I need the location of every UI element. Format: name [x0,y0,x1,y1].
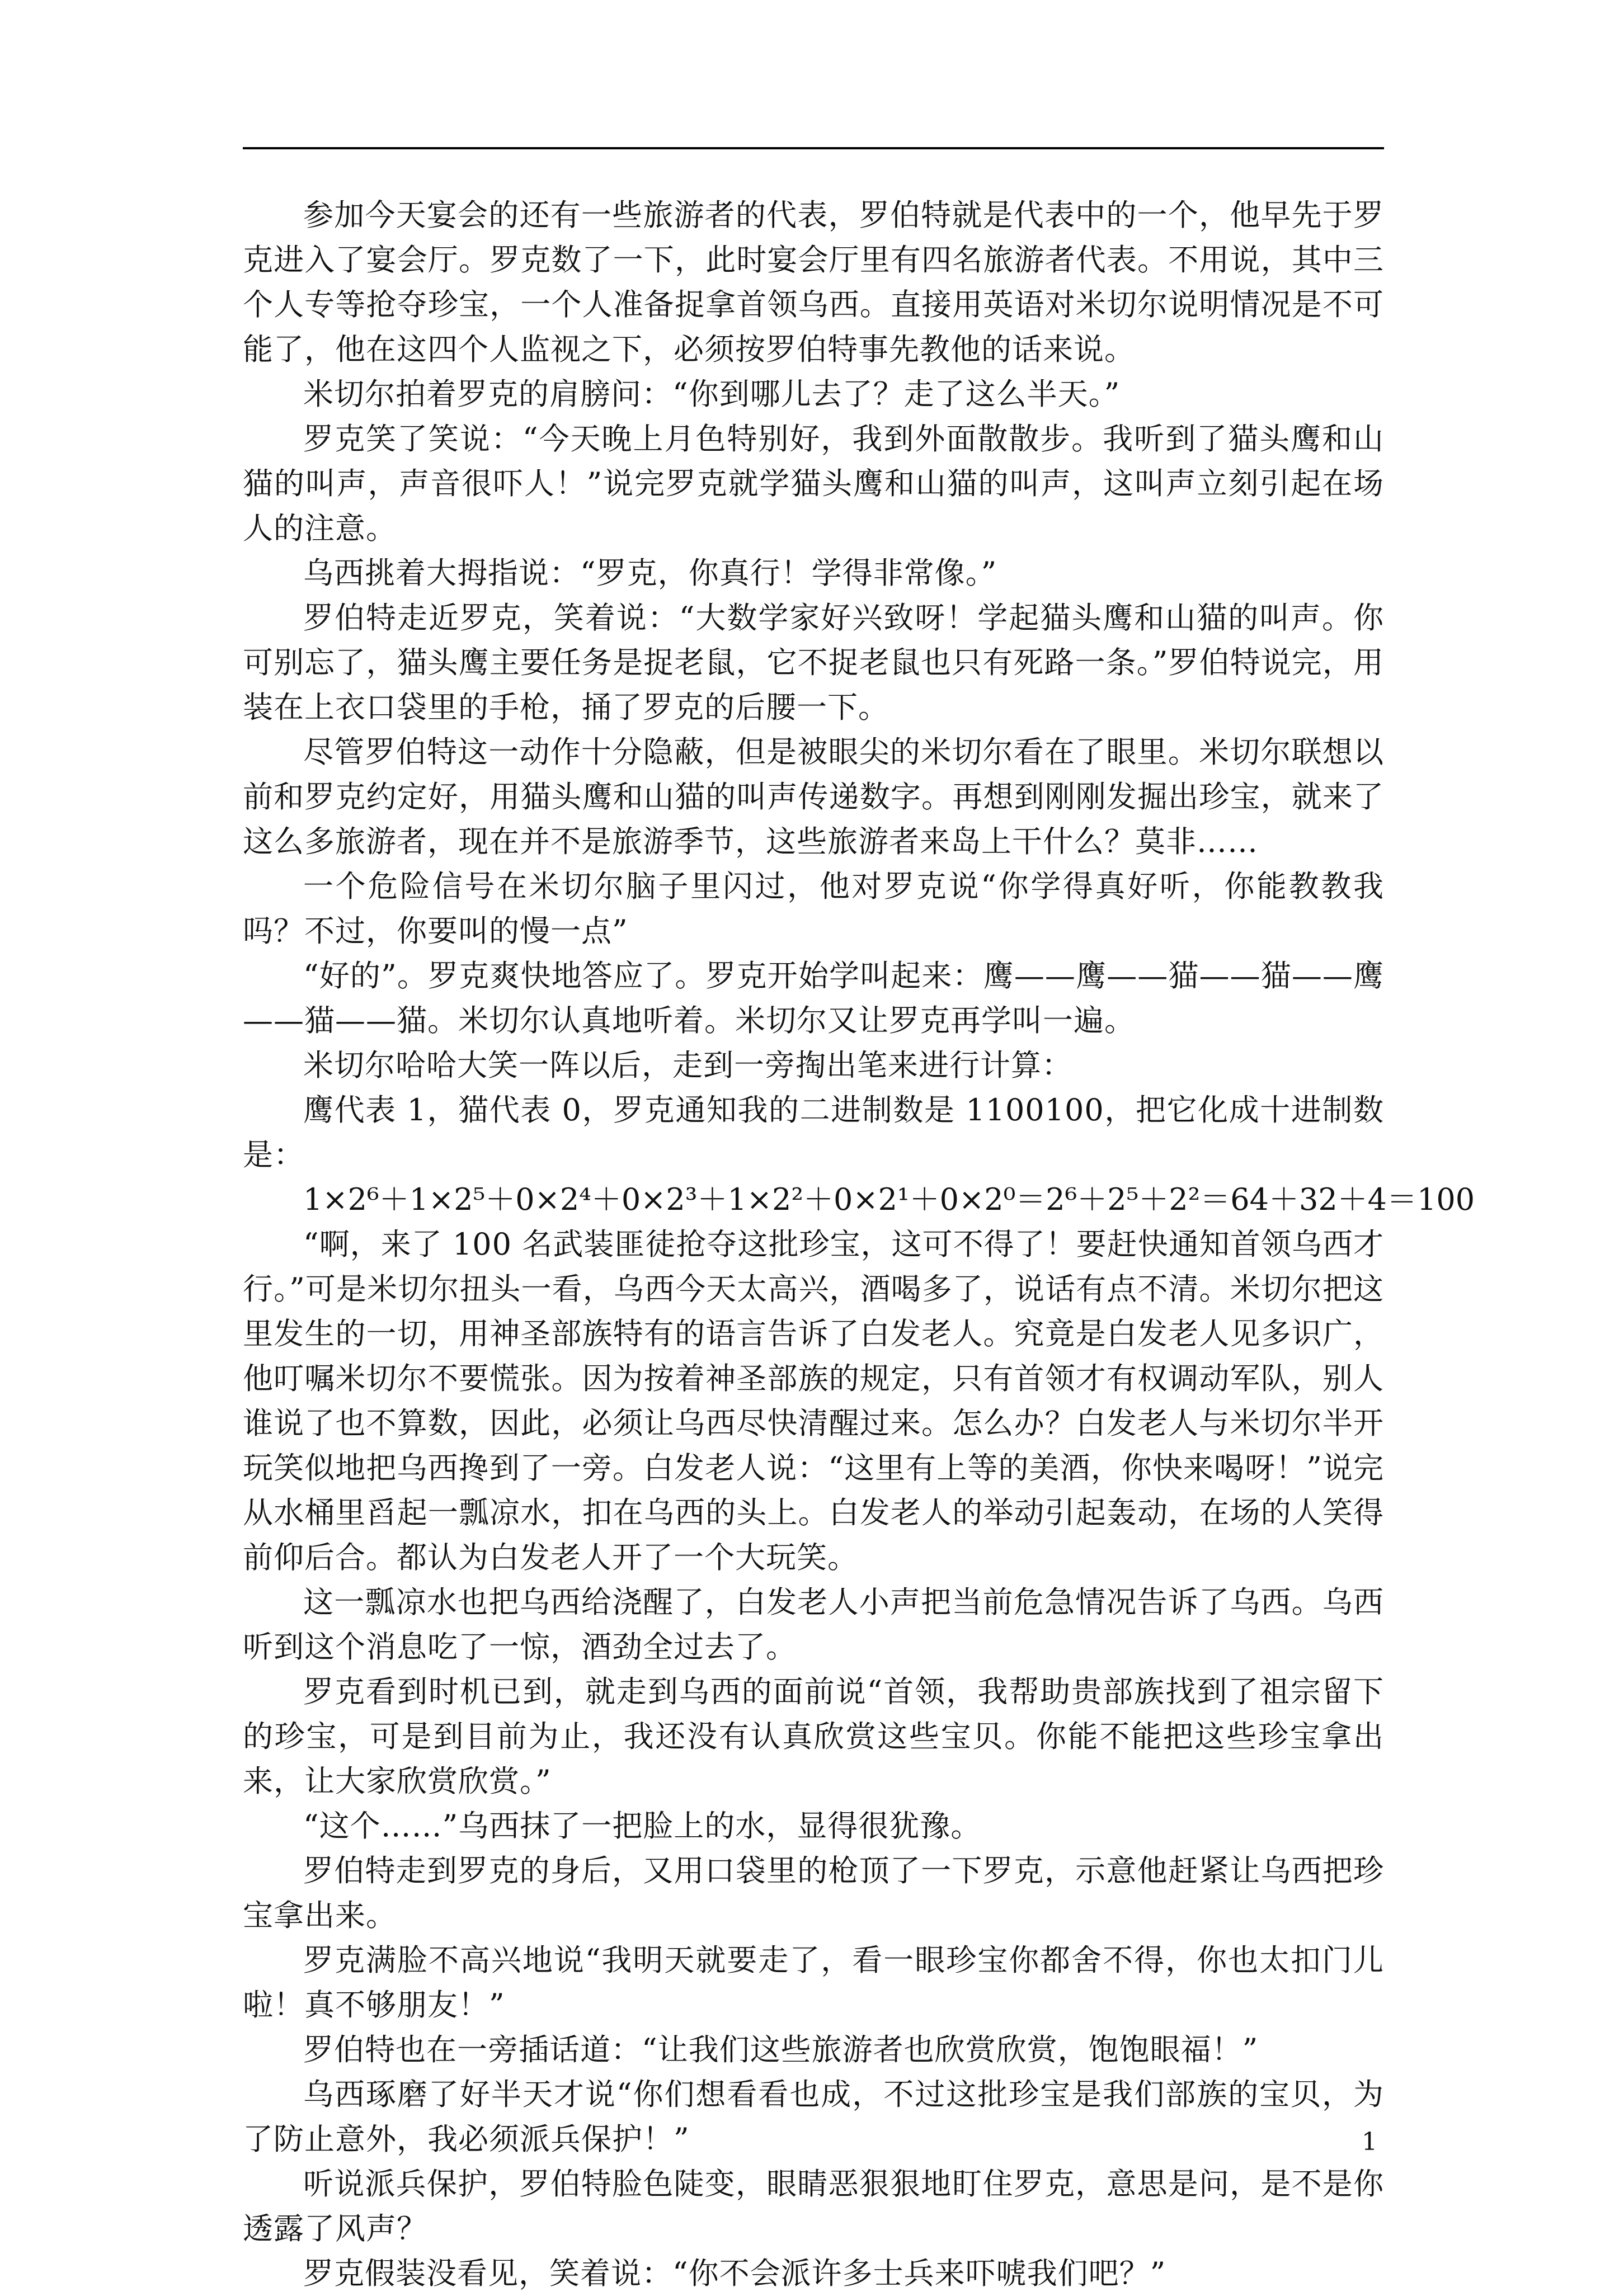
paragraph: 罗克笑了笑说：“今天晚上月色特别好，我到外面散散步。我听到了猫头鹰和山猫的叫声，声音很吓人！”说完罗克就学猫头鹰和山猫的叫声，这叫声立刻引起在场人的注意。 [243,421,1384,546]
page-number: 1 [1362,2128,1377,2156]
paragraph: 米切尔哈哈大笑一阵以后，走到一旁掏出笔来进行计算： [303,1048,1072,1083]
body-text [243,193,1475,2296]
paragraph: 罗克看到时机已到，就走到乌西的面前说“首领，我帮助贵部族找到了祖宗留下的珍宝，可是到目前为止，我还没有认真欣赏这些宝贝。你能不能把这些珍宝拿出来，让大家欣赏欣赏。” [243,1674,1384,1799]
paragraph: 罗伯特也在一旁插话道：“让我们这些旅游者也欣赏欣赏，饱饱眼福！” [303,2032,1259,2067]
paragraph: 罗伯特走近罗克，笑着说：“大数学家好兴致呀！学起猫头鹰和山猫的叫声。你可别忘了，猫头鹰主要任务是捉老鼠，它不捉老鼠也只有死路一条。”罗伯特说完，用装在上衣口袋里的手枪，捅了罗克的后腰一下。 [243,600,1384,725]
paragraph: 这一瓢凉水也把乌西给浇醒了，白发老人小声把当前危急情况告诉了乌西。乌西听到这个消息吃了一惊，酒劲全过去了。 [243,1585,1384,1665]
paragraph: 米切尔拍着罗克的肩膀问：“你到哪儿去了？走了这么半天。” [303,376,1121,412]
paragraph: 乌西琢磨了好半天才说“你们想看看也成，不过这批珍宝是我们部族的宝贝，为了防止意外，我必须派兵保护！” [243,2077,1384,2157]
paragraph: 尽管罗伯特这一动作十分隐蔽，但是被眼尖的米切尔看在了眼里。米切尔联想以前和罗克约定好，用猫头鹰和山猫的叫声传递数字。再想到刚刚发掘出珍宝，就来了这么多旅游者，现在并不是旅游季节，这些旅游者来岛上干什么？莫非…… [243,734,1384,859]
paragraph: “这个……”乌西抹了一把脸上的水，显得很犹豫。 [303,1808,982,1844]
paragraph: 罗克假装没看见，笑着说：“你不会派许多士兵来吓唬我们吧？” [303,2256,1166,2291]
paragraph: 乌西挑着大拇指说：“罗克，你真行！学得非常像。” [303,555,997,591]
paragraph: “啊，来了 100 名武装匪徒抢夺这批珍宝，这可不得了！要赶快通知首领乌西才行。”可是米切尔扭头一看，乌西今天太高兴，酒喝多了，说话有点不清。米切尔把这里发生的一切，用神圣部族特有的语言告诉了白发老人。究竟是白发老人见多识广，他叮嘱米切尔不要慌张。因为按着神圣部族的规定，只有首领才有权调动军队，别人谁说了也不算数，因此，必须让乌西尽快清醒过来。怎么办？白发老人与米切尔半开玩笑似地把乌西搀到了一旁。白发老人说：“这里有上等的美酒，你快来喝呀！”说完从水桶里舀起一瓢凉水，扣在乌西的头上。白发老人的举动引起轰动，在场的人笑得前仰后合。都认为白发老人开了一个大玩笑。 [243,1227,1384,1575]
paragraph: 参加今天宴会的还有一些旅游者的代表，罗伯特就是代表中的一个，他早先于罗克进入了宴会厅。罗克数了一下，此时宴会厅里有四名旅游者代表。不用说，其中三个人专等抢夺珍宝，一个人准备捉拿首领乌西。直接用英语对米切尔说明情况是不可能了，他在这四个人监视之下，必须按罗伯特事先教他的话来说。 [243,197,1384,367]
paragraph: “好的”。罗克爽快地答应了。罗克开始学叫起来：鹰——鹰——猫——猫——鹰——猫——猫。米切尔认真地听着。米切尔又让罗克再学叫一遍。 [243,958,1384,1038]
paragraph: 鹰代表 1，猫代表 0，罗克通知我的二进制数是 1100100，把它化成十进制数是： [243,1092,1384,1172]
paragraph: 罗伯特走到罗克的身后，又用口袋里的枪顶了一下罗克，示意他赶紧让乌西把珍宝拿出来。 [243,1853,1384,1933]
paragraph: 罗克满脸不高兴地说“我明天就要走了，看一眼珍宝你都舍不得，你也太扣门儿啦！真不够朋友！” [243,1943,1384,2022]
binary-conversion-formula: 1×2⁶＋1×2⁵＋0×2⁴＋0×2³＋1×2²＋0×2¹＋0×2⁰＝2⁶＋2⁵＋2²＝64＋32＋4＝100 [303,1182,1475,1217]
header-rule [243,147,1384,149]
paragraph: 听说派兵保护，罗伯特脸色陡变，眼睛恶狠狠地盯住罗克，意思是问，是不是你透露了风声？ [243,2166,1384,2246]
paragraph: 一个危险信号在米切尔脑子里闪过，他对罗克说“你学得真好听，你能教教我吗？不过，你要叫的慢一点” [243,869,1384,949]
